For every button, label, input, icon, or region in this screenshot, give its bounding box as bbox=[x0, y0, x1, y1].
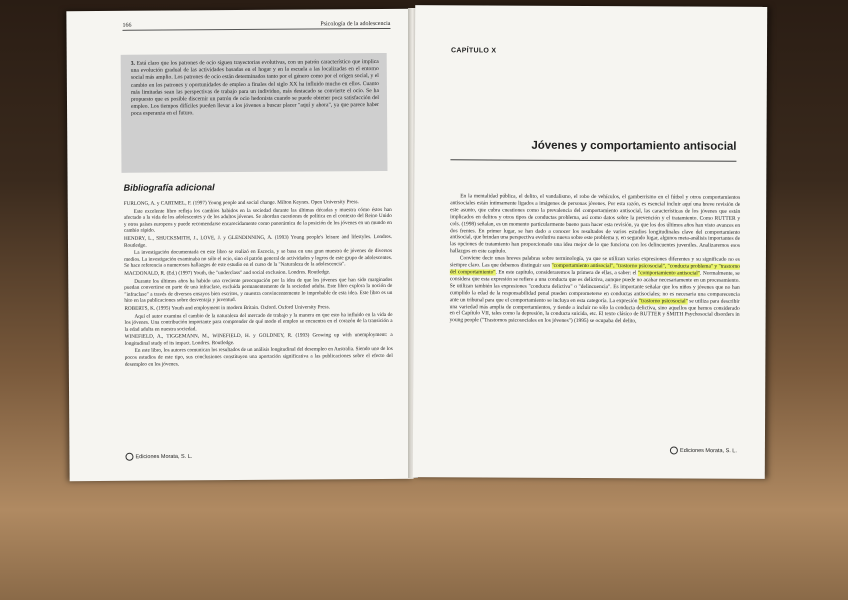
bib-entry: ROBERTS, K. (1995) Youth and employment in modern Britain. Oxford. Oxford University Press. bbox=[124, 304, 330, 312]
p2-text-c: . Normalmente, se considera que esta expresión se refiere a una conducta que es delictiva, aunque puede no acabar necesariamente en un procesamiento. Se utilizan también las expresiones "conducta delictiva" o "delincuencia". Es importante señalar que los niños y jóvenes que no han cumplido la edad de la responsabilidad penal pueden comprometerse en conductas antisociales; no es necesaria una comparecencia ante un tribunal para que el comportamiento se incluya en esta categoría. La expresión bbox=[449, 270, 740, 304]
bib-description: Aquí el autor examina el cambio de la naturaleza del mercado de trabajo y la manera en que esto ha influido en la vida de los jóvenes. Una contribución importante para comprender de qué modo el empleo se encuentra en el corazón de la transición a la edad adulta en nuestra sociedad. bbox=[124, 311, 393, 333]
paragraph-2 bbox=[450, 255, 740, 326]
running-head-title: Psicología de la adolescencia bbox=[320, 20, 391, 28]
bib-description: En este libro, los autores comunican los resultados de un análisis longitudinal del desempleo en Australia. Siendo uno de los pocos estudios de este tipo, sus conclusiones constituyen una aportación significativa a las publicaciones sobre el efecto del desempleo en los jóvenes. bbox=[124, 346, 393, 368]
bib-entry: WINEFIELD, A., TIGGEMANN, M., WINEFIELD, H. y GOLDNEY, R. (1993) Growing up with unemployment: a longitudinal study of its impact. Londres. Routledge. bbox=[124, 332, 393, 347]
chapter-title: Jóvenes y comportamiento antisocial bbox=[531, 139, 737, 153]
summary-box bbox=[121, 53, 388, 173]
publisher-logo-icon bbox=[670, 446, 678, 454]
summary-text: Está claro que los patrones de ocio siguen trayectorias evolutivas, con un patrón característico que implica una evolución gradual de las actividades basadas en el hogar y en la escuela a las localizadas en el entorno social más amplio. Los patrones de ocio están determinados tanto por el género como por el origen social, y el cambio en los patrones y oportunidades de empleo a finales del siglo XX ha influido mucho en ellos. Cuanto más limitadas sean las perspectivas de trabajo para un individuo, más destacado se convierte el ocio. Se ha propuesto que es posible discernir un patrón de ocio hedonista cuando se puede obtener poca satisfacción del empleo. Los tiempos difíciles pueden llevar a los jóvenes a buscar placer "aquí y ahora", ya que parece haber poca esperanza en el futuro. bbox=[130, 59, 380, 118]
page-number: 166 bbox=[122, 22, 132, 29]
left-footer bbox=[125, 452, 192, 460]
right-page bbox=[413, 5, 767, 479]
running-head bbox=[122, 21, 390, 31]
bibliography-list bbox=[124, 199, 393, 369]
bib-entry: HENDRY, L., SHUCKSMITH, J., LOVE, J. y GLENDINNING, A. (1993) Young people's leisure and lifestyles. Londres. Routledge. bbox=[123, 233, 392, 249]
chapter-label: CAPÍTULO X bbox=[450, 47, 497, 55]
bibliography-heading: Bibliografía adicional bbox=[123, 182, 215, 193]
bib-entry: MACDONALD, R. (Ed.) (1997) Youth, the "underclass" and social exclusion. Londres. Routledge. bbox=[124, 269, 331, 277]
right-footer-text: Ediciones Morata, S. L. bbox=[680, 447, 737, 455]
bib-entry: FURLONG, A. y CARTMEL, F. (1997) Young people and social change. Milton Keynes. Open University Press. bbox=[123, 199, 359, 207]
highlight-psychosocial: "trastorno psicosocial" bbox=[638, 297, 688, 305]
left-footer-text: Ediciones Morata, S. L. bbox=[135, 453, 193, 461]
right-footer bbox=[670, 446, 737, 454]
left-page bbox=[66, 9, 413, 481]
p2-text-b: . En este capítulo, consideraremos la primera de ellas, a saber: el bbox=[495, 269, 639, 277]
bib-description: Este excelente libro refleja los cambios habidos en la sociedad durante las últimas décadas y muestra cómo éstos han afectado a la vida de los adolescentes y de los adultos jóvenes. Se abordan cuestiones de política en el contexto del Reino Unido y otros países europeos y puede recomendarse encarecidamente como panorámica de la posición de los jóvenes en un mundo en cambio rápido. bbox=[123, 206, 392, 235]
p2-text-a: Conviene decir unas breves palabras sobre terminología, ya que se utilizan varias expresiones diferentes y su significado no es siempre claro. Las que debemos distinguir son bbox=[449, 255, 740, 269]
summary-number: 3. bbox=[130, 60, 135, 67]
highlight-terms: "comportamiento antisocial", "trastorno psicosocial", "conducta problema" y "trastorno del comportamiento" bbox=[449, 262, 740, 276]
publisher-logo-icon bbox=[125, 453, 133, 461]
bib-description: Durante los últimos años ha habido una creciente preocupación por la idea de que los jóvenes que han sido marginados puedan convertirse en parte de una infraclase, excluida permanentemente de la sociedad adulta. Este libro explora la noción de "infraclase" a través de diversos ensayos bien escritos, y muestra convincentemente lo improbable de esta idea. Este libro es un hito en las publicaciones sobre desventaja y juventud. bbox=[124, 276, 393, 305]
chapter-body bbox=[450, 193, 741, 326]
bib-description: La investigación documentada en este libro se realizó en Escocia, y se basa en una gran muestra de jóvenes de diversos medios. La investigación examinaba no sólo el ocio, sino el patrón general de actividades y logros de este grupo de adolescentes. Se hace referencia a numerosos hallazgos de este estudio en el curso de la "Naturaleza de la adolescencia". bbox=[124, 248, 393, 270]
p2-text-d: se utiliza para describir una variedad más amplia de comportamientos, y tiende a incluir no sólo la conducta delictiva, sino aquellos que hemos considerado en el Capítulo VII, tales como la depresión, la conducta suicida, etc. El texto clásico de RUTTER y SMITH Psychosocial disorders in young people ("Trastornos psicosociales en los jóvenes") (1995) se ocupaba del delito, bbox=[449, 298, 740, 325]
paragraph-1: En la mentalidad pública, el delito, el vandalismo, el robo de vehículos, el gamberrismo en el fútbol y otros comportamientos antisociales están íntimamente ligados a imágenes de personas jóvenes. Por esta razón, es esencial incluir aquí una breve revisión de este asunto, que cubra cuestiones como la prevalencia del comportamiento antisocial, las características de los jóvenes que están implicados en delitos y otros tipos de conductas problema, así como datos sobre la prevención y el tratamiento. Como RUTTER y cols. (1998) señalan, es un momento particularmente bueno para hacer esta revisión, ya que los dos últimos años han visto avances en dos frentes. En primer lugar, se han dado a conocer los resultados de varios estudios longitudinales clave del comportamiento antisocial, que brindan una perspectiva evolutiva nueva sobre este problema y, en segundo lugar, algunos meta-análisis importantes de las opciones de tratamiento han proporcionado una idea mejor de lo que funciona con los delincuentes juveniles. Analizaremos esos hallazgos en este capítulo. bbox=[449, 193, 741, 255]
title-rule bbox=[450, 159, 736, 161]
highlight-antisocial: "comportamiento antisocial" bbox=[638, 270, 700, 277]
